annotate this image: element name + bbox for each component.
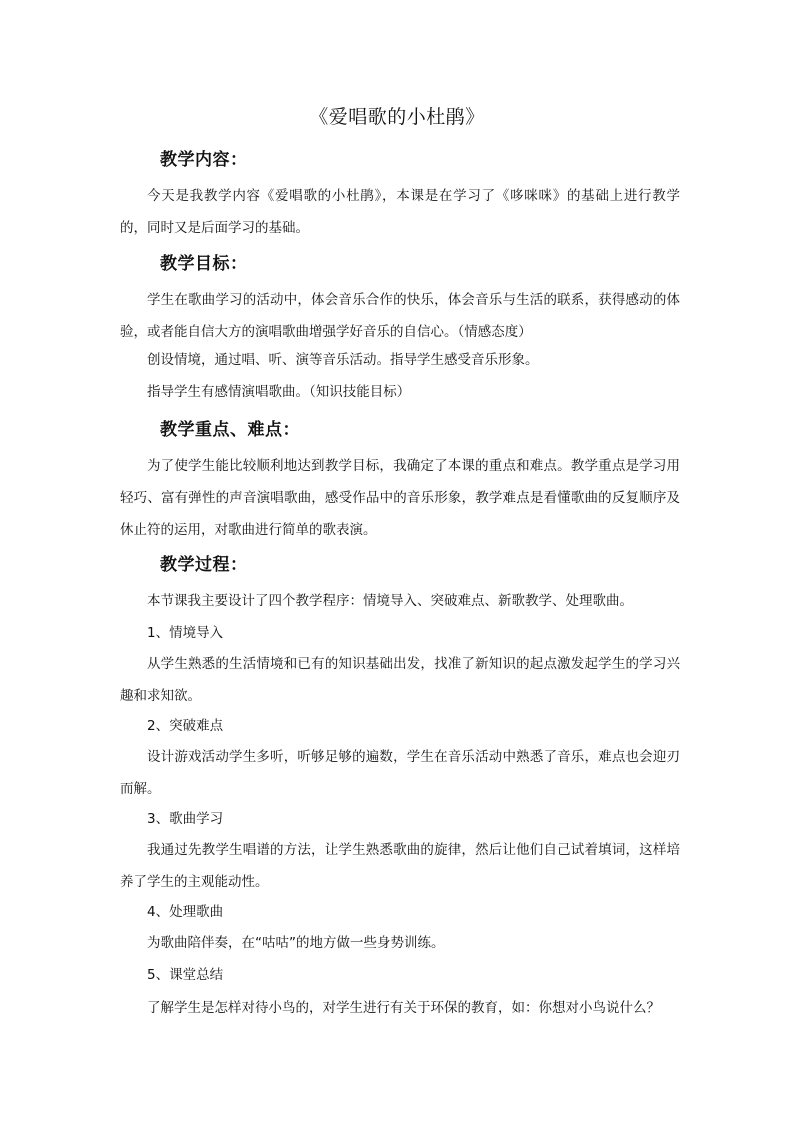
heading-teaching-process: 教学过程： — [160, 555, 248, 575]
step-4-title: 4、处理歌曲 — [147, 904, 224, 920]
step-2-text: 设计游戏活动学生多听，听够足够的遍数，学生在音乐活动中熟悉了音乐，难点也会迎刃而解。 — [120, 749, 680, 797]
paragraph-key-points: 为了使学生能比较顺利地达到教学目标，我确定了本课的重点和难点。教学重点是学习用轻巧、富有弹性的声音演唱歌曲，感受作品中的音乐形象，教学难点是看懂歌曲的反复顺序及休止符的运用，对歌曲进行简单的歌表演。 — [120, 458, 680, 538]
line-goal-skill: 指导学生有感情演唱歌曲。（知识技能目标） — [147, 384, 411, 400]
heading-key-points: 教学重点、难点： — [160, 420, 300, 440]
step-1-title: 1、情境导入 — [147, 625, 224, 641]
heading-teaching-goals: 教学目标： — [160, 254, 248, 274]
document-title: 《爱唱歌的小杜鹃》 — [309, 106, 485, 128]
step-4-text: 为歌曲陪伴奏，在“咕咕”的地方做一些身势训练。 — [147, 935, 445, 951]
step-5-text: 了解学生是怎样对待小鸟的，对学生进行有关于环保的教育，如：你想对小鸟说什么？ — [147, 1000, 660, 1016]
line-process-intro: 本节课我主要设计了四个教学程序：情境导入、突破难点、新歌教学、处理歌曲。 — [147, 593, 633, 609]
heading-teaching-content: 教学内容： — [160, 150, 248, 170]
step-5-title: 5、课堂总结 — [147, 967, 224, 983]
step-2-title: 2、突破难点 — [147, 718, 224, 734]
paragraph-goal-emotion: 学生在歌曲学习的活动中，体会音乐合作的快乐，体会音乐与生活的联系，获得感动的体验，或者能自信大方的演唱歌曲增强学好音乐的自信心。（情感态度） — [120, 292, 680, 340]
step-3-title: 3、歌曲学习 — [147, 811, 224, 827]
step-3-text: 我通过先教学生唱谱的方法，让学生熟悉歌曲的旋律，然后让他们自己试着填词，这样培养了学生的主观能动性。 — [120, 842, 680, 890]
paragraph-teaching-content: 今天是我教学内容《爱唱歌的小杜鹃》，本课是在学习了《哆咪咪》的基础上进行教学的，同时又是后面学习的基础。 — [120, 188, 680, 236]
line-goal-activity: 创设情境，通过唱、听、演等音乐活动。指导学生感受音乐形象。 — [147, 352, 539, 368]
step-1-text: 从学生熟悉的生活情境和已有的知识基础出发，找准了新知识的起点激发起学生的学习兴趣和求知欲。 — [120, 656, 680, 704]
